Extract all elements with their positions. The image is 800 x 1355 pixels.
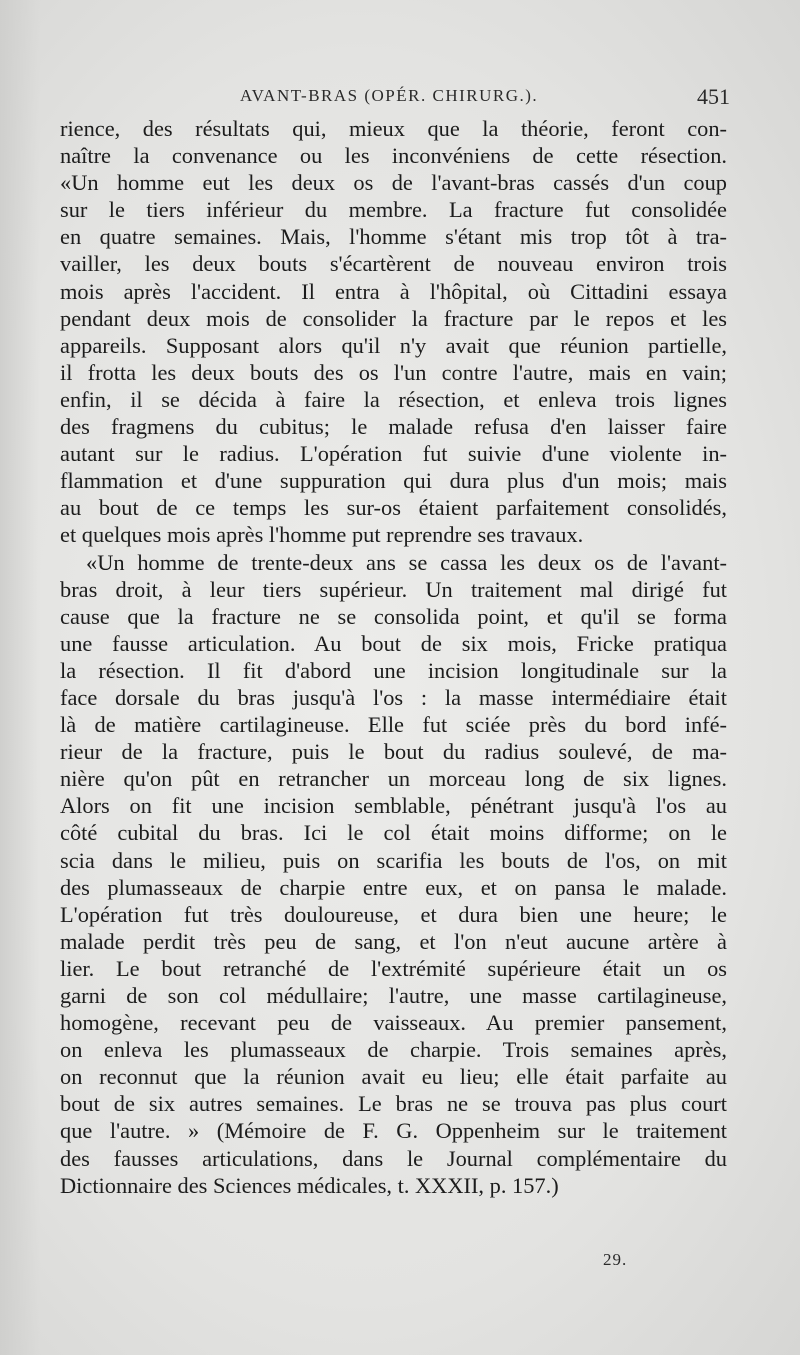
text-line: appareils. Supposant alors qu'il n'y avait que réunion partielle, [60,332,727,358]
text-line: autant sur le radius. L'opération fut suivie d'une violente in- [60,441,727,467]
text-line: mois après l'accident. Il entra à l'hôpital, où Cittadini essaya [60,278,727,304]
text-line: flammation et d'une suppuration qui dura plus d'un mois; mais [60,468,727,494]
text-line: on reconnut que la réunion avait eu lieu; elle était parfaite au [60,1064,727,1090]
running-head: AVANT-BRAS (OPÉR. CHIRURG.). [240,86,539,105]
text-line: en quatre semaines. Mais, l'homme s'étant mis trop tôt à tra- [60,224,727,250]
text-line: pendant deux mois de consolider la fracture par le repos et les [60,305,727,331]
text-line: L'opération fut très douloureuse, et dura bien une heure; le [60,901,727,927]
text-line: des fausses articulations, dans le Journal complémentaire du [60,1145,727,1171]
text-line: face dorsale du bras jusqu'à l'os : la masse intermédiaire était [60,684,727,710]
text-line: «Un homme eut les deux os de l'avant-bras cassés d'un coup [60,170,727,196]
page-number: 451 [697,84,730,109]
text-line: rience, des résultats qui, mieux que la théorie, feront con- [60,116,727,141]
text-line: homogène, recevant peu de vaisseaux. Au premier pansement, [60,1010,727,1036]
text-line: naître la convenance ou les inconvéniens de cette résection. [60,143,727,169]
page-gutter-shadow [0,0,40,1355]
text-line: lier. Le bout retranché de l'extrémité supérieure était un os [60,955,727,981]
text-line: rieur de la fracture, puis le bout du radius soulevé, de ma- [60,739,727,765]
body-text [60,115,727,1199]
text-line: garni de son col médullaire; l'autre, une masse cartilagineuse, [60,983,727,1008]
text-line: Dictionnaire des Sciences médicales, t. XXXII, p. 157.) [60,1172,559,1198]
text-line: bras droit, à leur tiers supérieur. Un traitement mal dirigé fut [60,576,727,602]
text-line: cause que la fracture ne se consolida point, et qu'il se forma [60,603,727,629]
signature-mark: 29. [603,1250,628,1269]
text-line: et quelques mois après l'homme put reprendre ses travaux. [60,522,584,548]
text-line: que l'autre. » (Mémoire de F. G. Oppenheim sur le traitement [60,1118,727,1144]
text-line: malade perdit très peu de sang, et l'on n'eut aucune artère à [60,928,727,954]
text-line: sur le tiers inférieur du membre. La fracture fut consolidée [60,197,727,223]
text-line: enfin, il se décida à faire la résection, et enleva trois lignes [60,386,727,412]
text-line: bout de six autres semaines. Le bras ne se trouva pas plus court [60,1091,727,1117]
text-line: la résection. Il fit d'abord une incision longitudinale sur la [60,657,727,683]
text-line: on enleva les plumasseaux de charpie. Trois semaines après, [60,1037,727,1063]
text-line: une fausse articulation. Au bout de six mois, Fricke pratiqua [60,630,727,656]
text-line: des plumasseaux de charpie entre eux, et on pansa le malade. [60,874,727,900]
text-line: des fragmens du cubitus; le malade refusa d'en laisser faire [60,414,727,440]
text-line: il frotta les deux bouts des os l'un contre l'autre, mais en vain; [60,359,727,385]
text-line: vailler, les deux bouts s'écartèrent de nouveau environ trois [60,251,727,277]
page-header [60,84,730,112]
text-line: scia dans le milieu, puis on scarifia les bouts de l'os, on mit [60,847,727,873]
text-line: côté cubital du bras. Ici le col était moins difforme; on le [60,820,727,846]
text-line: au bout de ce temps les sur-os étaient parfaitement consolidés, [60,495,727,521]
text-line: nière qu'on pût en retrancher un morceau long de six lignes. [60,766,727,792]
text-line: «Un homme de trente-deux ans se cassa les deux os de l'avant- [86,549,727,575]
text-line: Alors on fit une incision semblable, pénétrant jusqu'à l'os au [60,793,727,819]
text-line: là de matière cartilagineuse. Elle fut sciée près du bord infé- [60,712,727,738]
